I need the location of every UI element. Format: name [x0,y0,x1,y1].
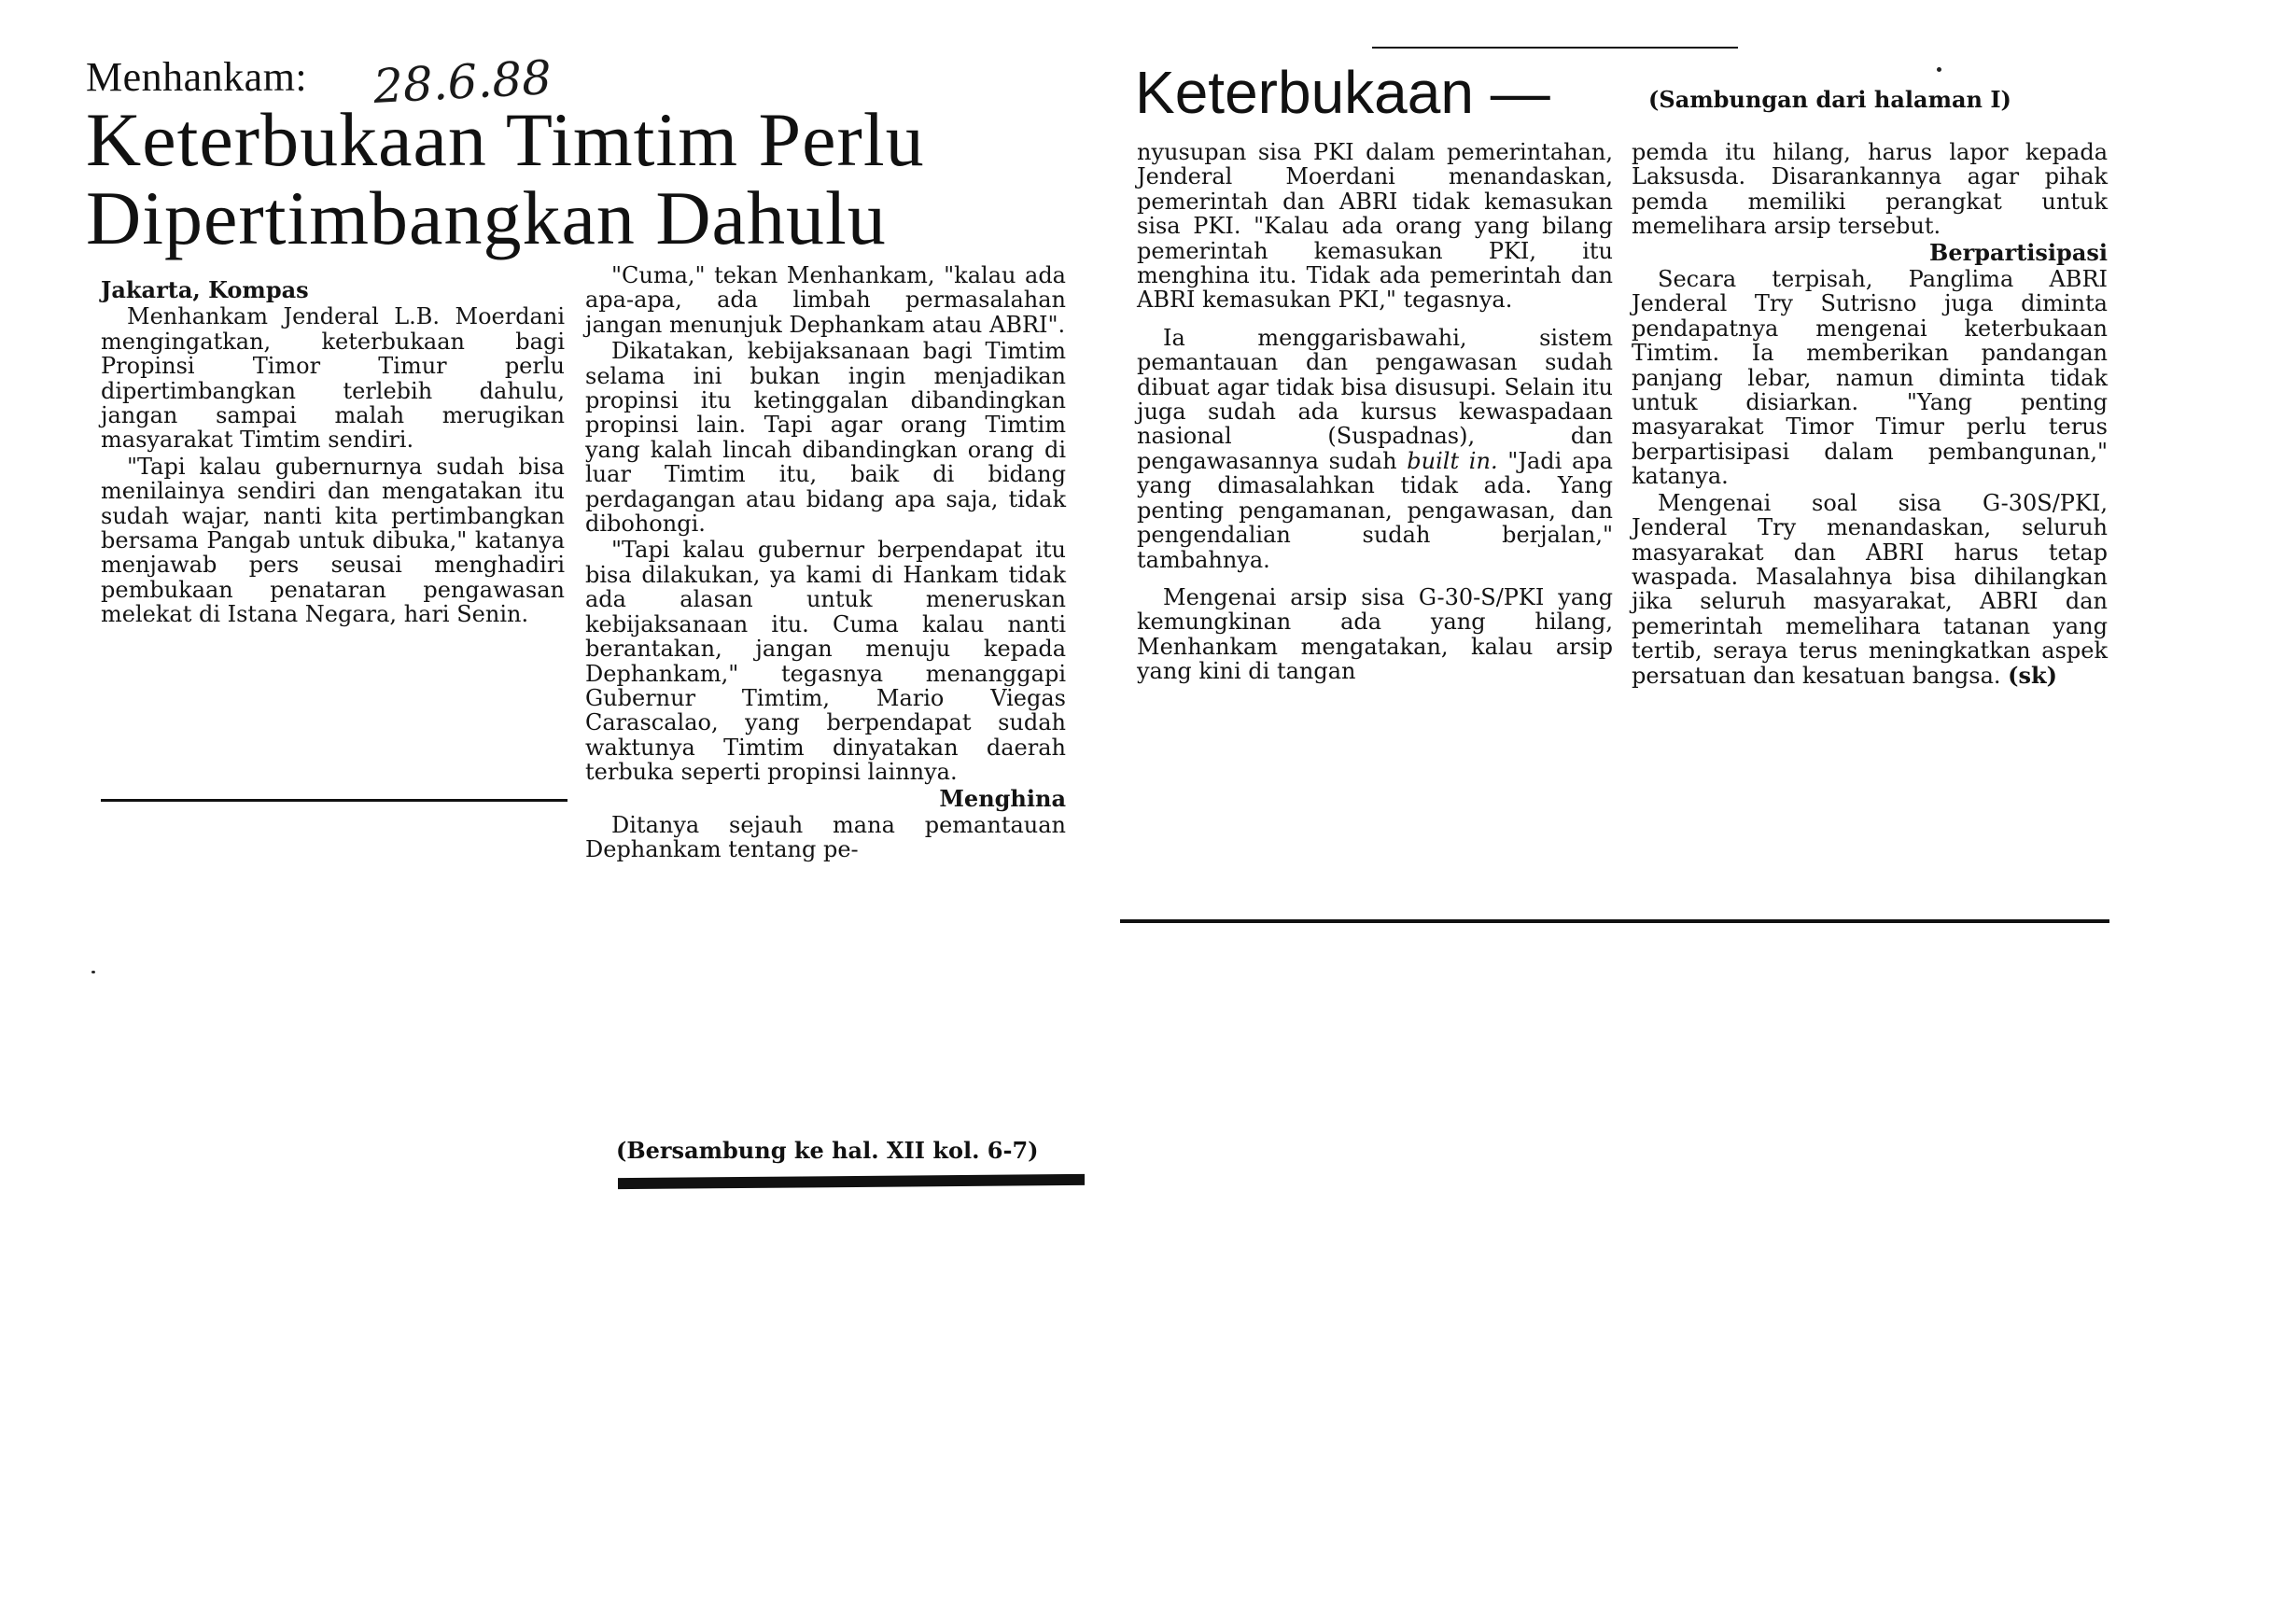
paragraph: Ditanya sejauh mana pemantauan Dephankam tentang pe- [585,811,1066,863]
paragraph [1632,491,2108,688]
continuation-source-note: (Sambungan dari halaman I) [1648,86,2011,113]
text-run: "Jadi apa yang dimasalahkan tidak ada. Yang penting pengamanan, pengawasan, dan pengendalian sudah berjalan," tambahnya. [1137,447,1613,573]
continuation-end-rule [1120,919,2109,923]
paragraph: "Tapi kalau gubernurnya sudah bisa menilainya sendiri dan mengatakan itu sudah wajar, nanti kita pertimbangkan bersama Pangab untuk dibuka," katanya menjawab pers seusai menghadiri pembukaan penataran pengawasan melekat di Istana Negara, hari Senin. [101,453,565,628]
paragraph: pemda itu hilang, harus lapor kepada Laksusda. Disarankannya agar pihak pemda memiliki perangkat untuk memelihara arsip tersebut. [1632,139,2108,240]
paragraph: Menhankam Jenderal L.B. Moerdani mengingatkan, keterbukaan bagi Propinsi Timor Timur perlu dipertimbangkan terlebih dahulu, jangan sampai malah merugikan masyarakat Timtim sendiri. [101,303,565,454]
paragraph: Dikatakan, kebijaksanaan bagi Timtim selama ini bukan ingin menjadikan propinsi itu ketinggalan dibandingkan propinsi lain. Tapi agar orang Timtim yang kalah lincah dibandingkan orang di luar Timtim itu, baik di bidang perdagangan atau bidang apa saja, tidak dibohongi. [585,338,1066,538]
paragraph: "Cuma," tekan Menhankam, "kalau ada apa-apa, ada limbah permasalahan jangan menunjuk Dephankam atau ABRI". [585,262,1066,338]
subhead-menghina: Menghina [939,784,1066,812]
paragraph: Secara terpisah, Panglima ABRI Jenderal Try Sutrisno juga diminta pendapatnya mengenai keterbukaan Timtim. Ia memberikan pandangan panjang lebar, namun diminta tidak untuk disiarkan. "Yang penting masyarakat Timor Timur perlu terus berpartisipasi dalam pembangunan," katanya. [1632,266,2108,490]
text-run: Mengenai soal sisa G-30S/PKI, Jenderal Try menandaskan, seluruh masyarakat dan ABRI harus tetap waspada. Masalahnya bisa dihilangkan jika seluruh masyarakat, ABRI dan pemerintah memelihara tatanan yang tertib, seraya terus meningkatkan aspek persatuan dan kesatuan bangsa. [1632,489,2108,689]
dateline: Jakarta, Kompas [101,276,309,303]
article-headline [86,97,1085,260]
continuation-column-2 [1632,140,2108,688]
continuation-column-1 [1137,140,1613,684]
paragraph [1137,326,1613,572]
paragraph: Mengenai arsip sisa G-30-S/PKI yang kemungkinan ada yang hilang, Menhankam mengatakan, kalau arsip yang kini di tangan [1137,583,1613,685]
continuation-note: (Bersambung ke hal. XII kol. 6-7) [616,1137,1039,1164]
author-signoff: (sk) [2008,661,2058,689]
article-column-2 [585,263,1066,862]
continuation-title: Keterbukaan — [1135,59,1550,126]
continuation-top-rule [1372,47,1738,49]
subhead-berpartisipasi: Berpartisipasi [1929,238,2108,266]
text-run: Ia menggarisbawahi, sistem pemantauan dan pengawasan sudah dibuat agar tidak bisa disusupi. Selain itu juga sudah ada kursus kewaspadaan nasional (Suspadnas), dan pengawasannya sudah [1137,324,1613,474]
headline-line-1: Keterbukaan Timtim Perlu [86,97,925,182]
paragraph: nyusupan sisa PKI dalam pemerintahan, Jenderal Moerdani menandaskan, pemerintah dan ABRI tidak kemasukan sisa PKI. "Kalau ada orang yang bilang pemerintah kemasukan PKI, itu menghina itu. Tidak ada pemerintah dan ABRI kemasukan PKI," tegasnya. [1137,139,1613,314]
article-kicker: Menhankam: [86,54,308,100]
paragraph: "Tapi kalau gubernur berpendapat itu bisa dilakukan, ya kami di Hankam tidak ada alasan untuk meneruskan kebijaksanaan itu. Cuma kalau nanti berantakan, jangan menuju kepada Dephankam," tegasnya menanggapi Gubernur Timtim, Mario Viegas Carascalao, yang berpendapat sudah waktunya Timtim dinyatakan daerah terbuka seperti propinsi lainnya. [585,537,1066,786]
article-end-rule [618,1174,1085,1189]
column-end-rule [101,799,568,802]
headline-line-2: Dipertimbangkan Dahulu [86,175,887,260]
italic-term: built in. [1407,447,1498,474]
article-column-1 [101,278,565,627]
scan-speck [1937,67,1941,72]
scan-speck [91,971,95,973]
handwritten-date: 28.6.88 [371,50,553,114]
